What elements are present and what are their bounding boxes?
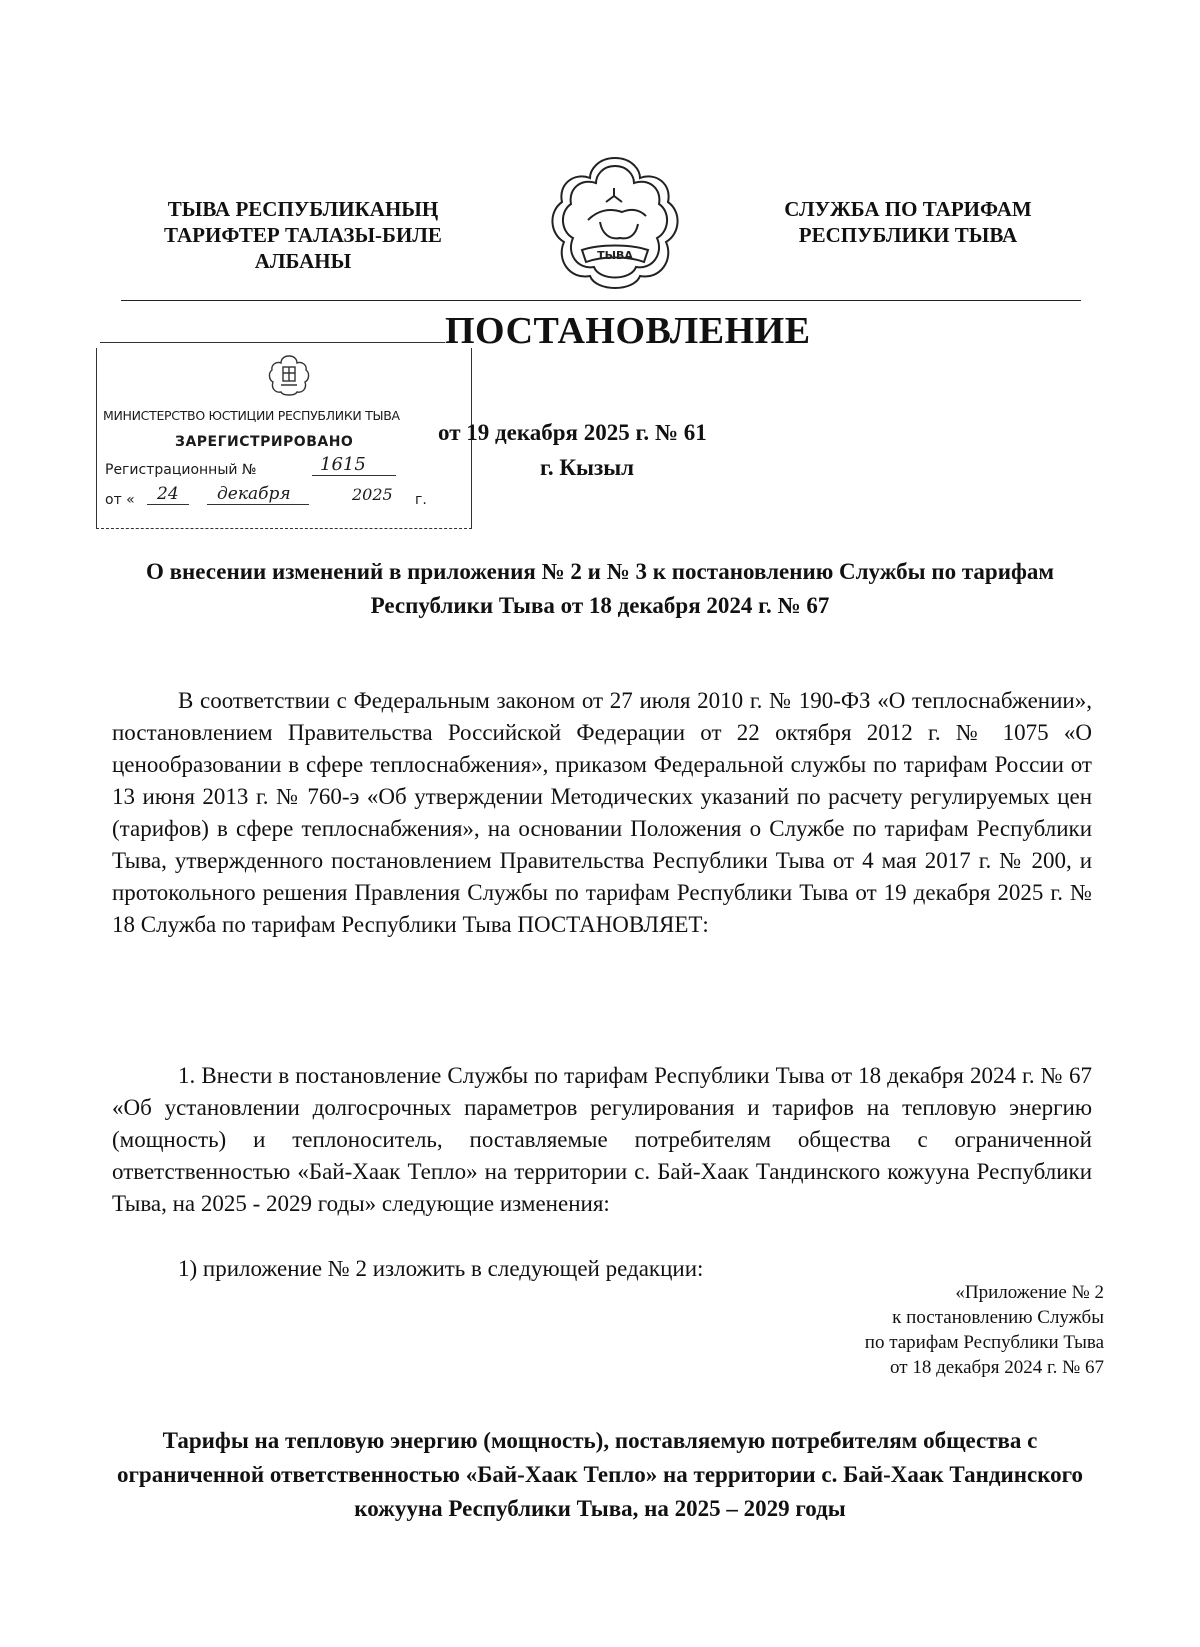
preamble-paragraph: В соответствии с Федеральным законом от 27 июля 2010 г. № 190-ФЗ «О теплоснабжении», постановлением Правительства Российской Федерации от 22 октября 2012 г. № 1075 «О ценообразовании в сфере теплоснабжения», приказом Федеральной службы по тарифам России от 13 июня 2013 г. № 760-э «Об утверждении Методических указаний по расчету регулируемых цен (тарифов) в сфере теплоснабжения», на основании Положения о Службе по тарифам Республики Тыва, утвержденного постановлением Правительства Республики Тыва от 4 мая 2017 г. № 200, и протокольного решения Правления Службы по тарифам Республики Тыва от 19 декабря 2025 г. № 18 Служба по тарифам Республики Тыва ПОСТАНОВЛЯЕТ: [112,688,1092,937]
stamp-date-prefix: от « [105,492,135,508]
org-name-tuvan-line-1: ТЫВА РЕСПУБЛИКАНЫҢ [167,197,439,221]
emblem-label: ТЫВА [597,249,633,262]
stamp-date-year: 2025 [352,485,393,504]
org-name-russian-line-1: СЛУЖБА ПО ТАРИФАМ [784,197,1032,221]
stamp-ministry-name: МИНИСТЕРСТВО ЮСТИЦИИ РЕСПУБЛИКИ ТЫВА [103,408,400,423]
registration-stamp [96,348,472,529]
item-1-paragraph: 1. Внести в постановление Службы по тарифам Республики Тыва от 18 декабря 2024 г. № 67 «Об установлении долгосрочных параметров регулирования и тарифов на тепловую энергию (мощность) и теплоноситель, поставляемые потребителям общества с ограниченной ответственностью «Бай-Хаак Тепло» на территории с. Бай-Хаак Тандинского кожууна Республики Тыва, на 2025 - 2029 годы» следующие изменения: [112,1063,1092,1216]
org-name-tuvan-line-2: ТАРИФТЕР ТАЛАЗЫ-БИЛЕ [164,223,442,247]
document-type-title: ПОСТАНОВЛЕНИЕ [445,310,811,352]
org-name-russian [758,196,1058,248]
tariff-table-title: Тарифы на тепловую энергию (мощность), поставляемую потребителям общества с ограниченной ответственностью «Бай-Хаак Тепло» на территории с. Бай-Хаак Тандинского кожууна Республики Тыва, на 2025 – 2029 годы [116,1428,1084,1521]
org-name-tuvan-line-3: АЛБАНЫ [254,249,352,273]
coat-of-arms-emblem [540,150,690,300]
document-place: г. Кызыл [540,455,635,480]
document-date-number: от 19 декабря 2025 г. № 61 [438,420,707,445]
stamp-top-line [100,342,445,343]
annex-reference-line-1: «Приложение № 2 [955,1282,1104,1303]
org-name-tuvan [130,196,476,274]
stamp-emblem-icon [267,353,311,397]
stamp-date-month: декабря [207,484,309,505]
subitem-1-paragraph: 1) приложение № 2 изложить в следующей редакции: [178,1256,704,1281]
annex-reference-line-2: к постановлению Службы [892,1307,1104,1328]
annex-reference-line-4: от 18 декабря 2024 г. № 67 [890,1357,1104,1378]
stamp-registered-label: ЗАРЕГИСТРИРОВАНО [175,434,354,450]
stamp-date-suffix: г. [415,492,427,508]
stamp-registration-number-label: Регистрационный № [105,462,257,478]
org-name-russian-line-2: РЕСПУБЛИКИ ТЫВА [798,223,1018,247]
stamp-date-day: 24 [147,484,189,505]
stamp-registration-number-value: 1615 [312,454,396,476]
header-divider [121,300,1081,301]
annex-reference-line-3: по тарифам Республики Тыва [864,1332,1104,1353]
document-subject: О внесении изменений в приложения № 2 и № 3 к постановлению Службы по тарифам Республики Тыва от 18 декабря 2024 г. № 67 [145,559,1055,618]
annex-reference [760,1280,1104,1380]
